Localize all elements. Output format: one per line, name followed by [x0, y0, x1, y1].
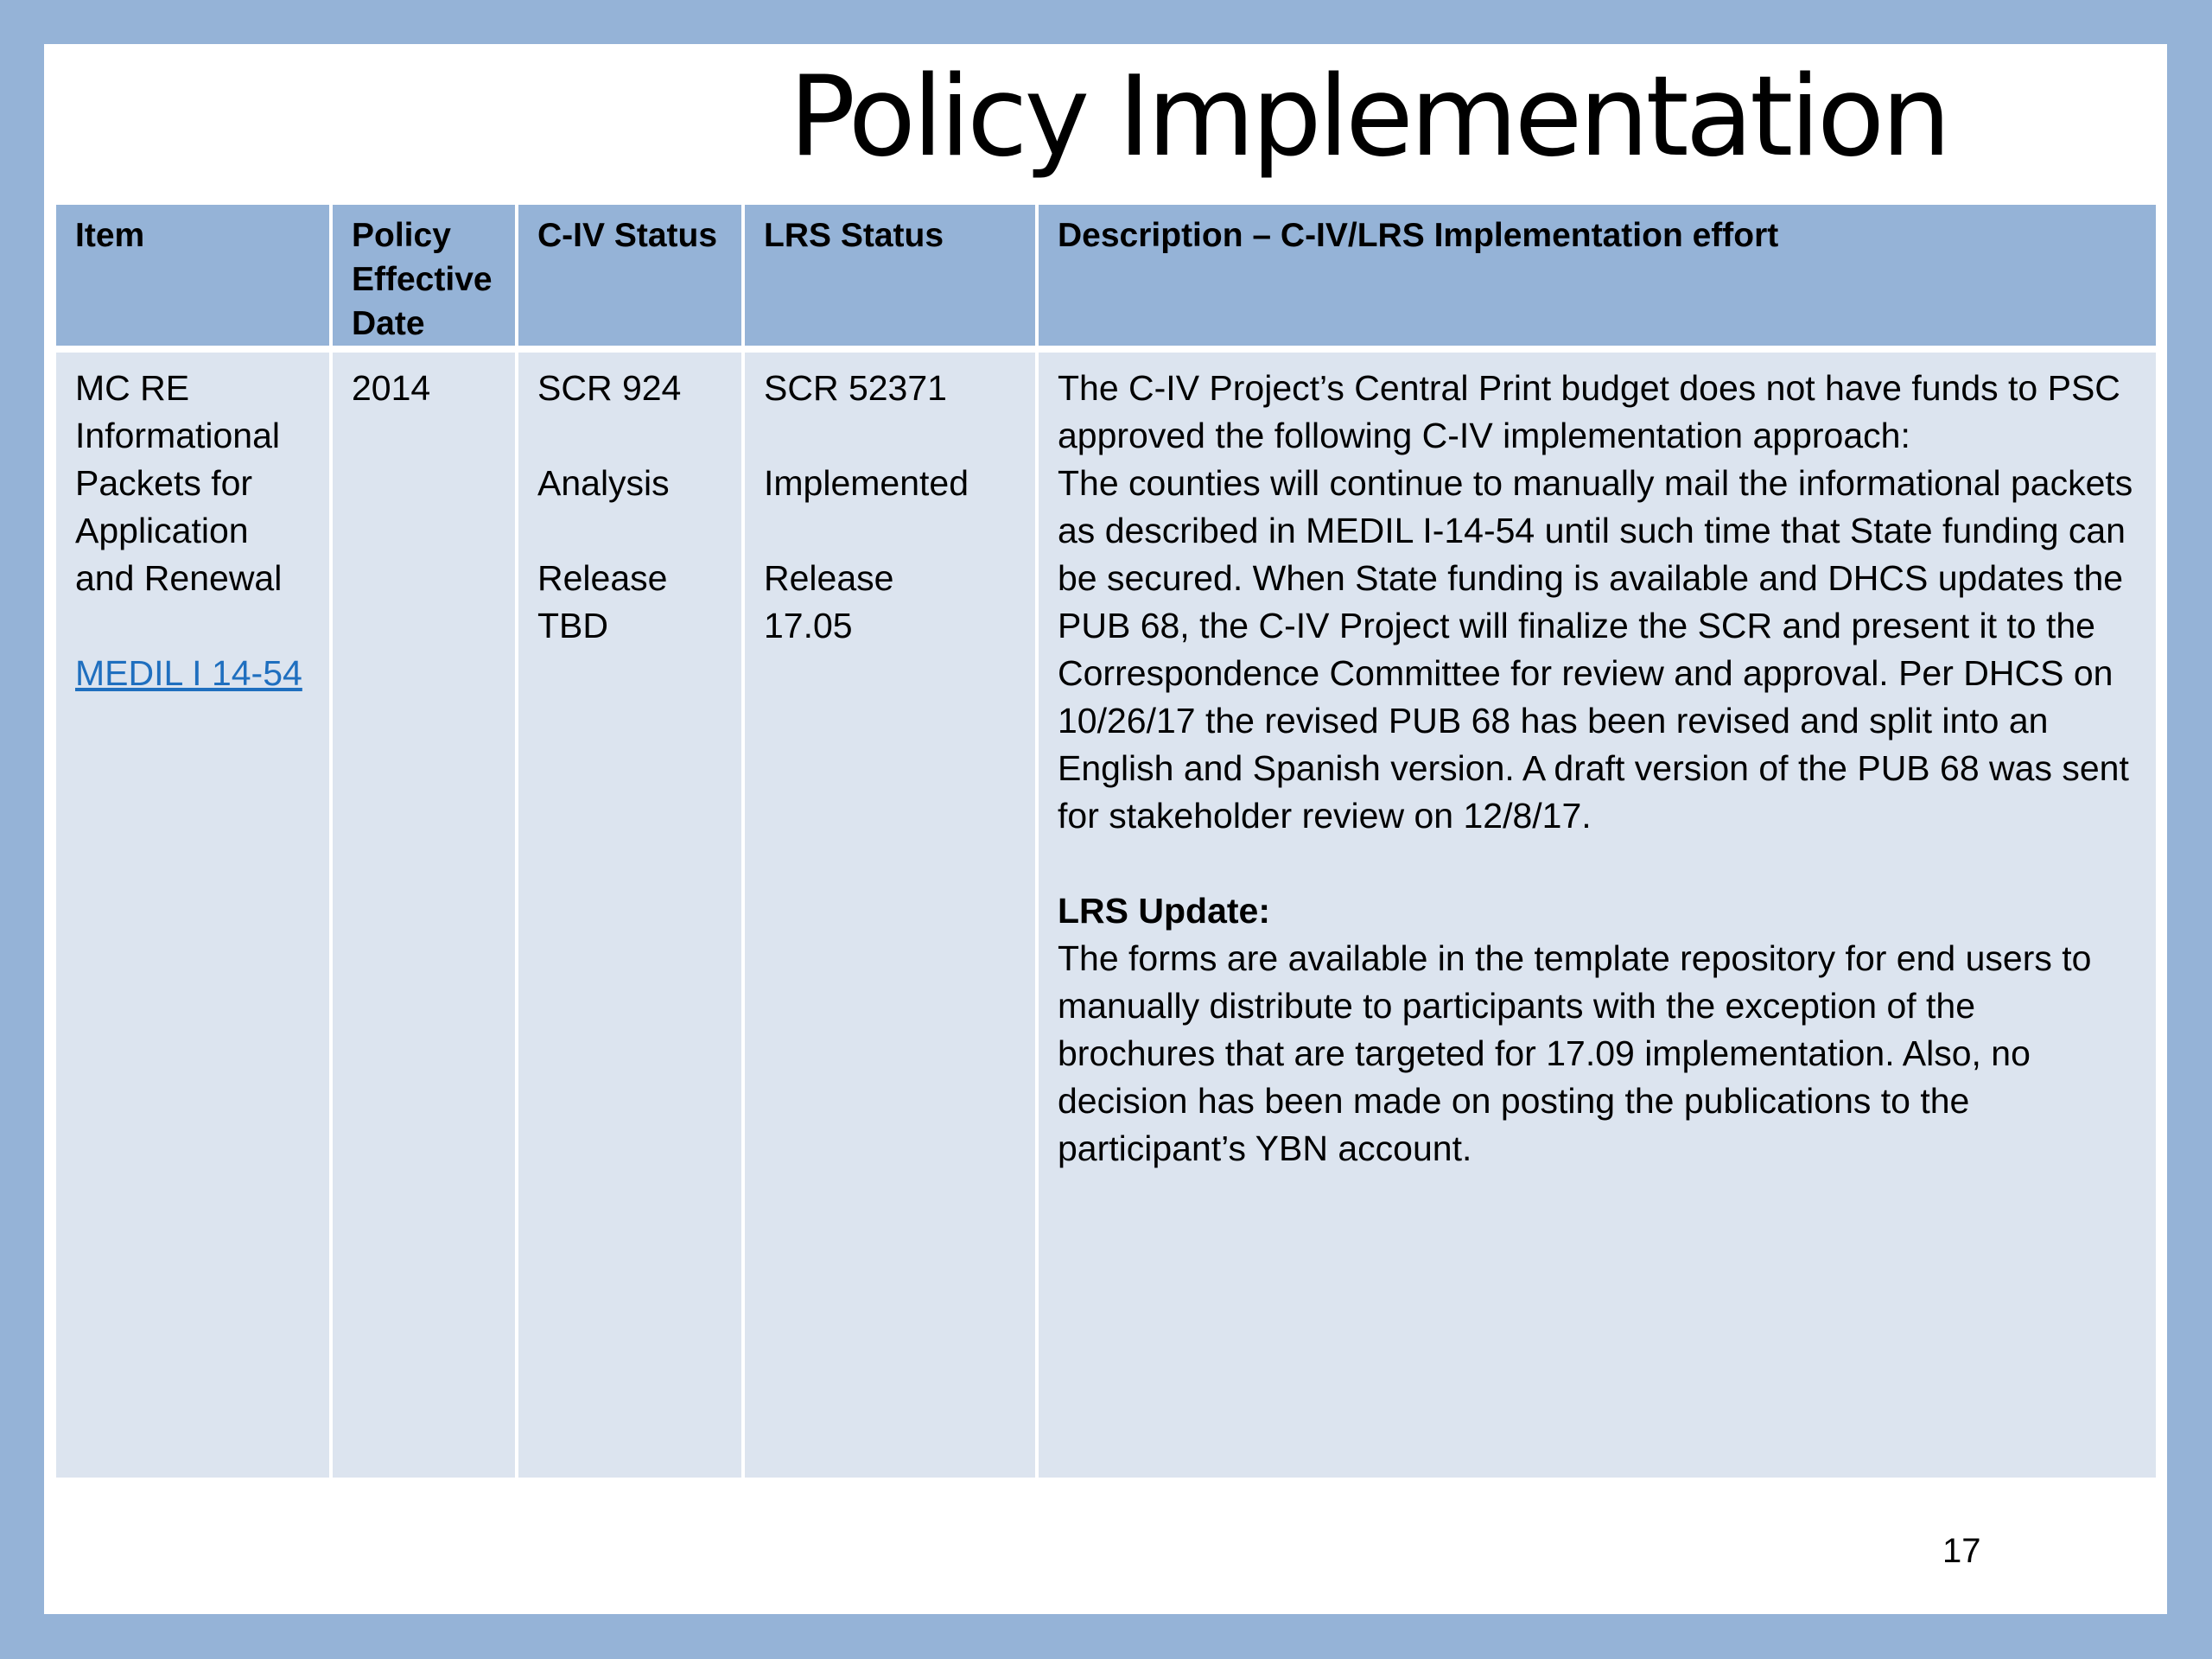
header-lrs-status: [743, 205, 1037, 349]
description-body: The counties will continue to manually mail the informational packets as described in MEDIL I-14-54 until such time that State funding can be secured. When State funding is available and DHCS updates the PUB 68, the C-IV Project will finalize the SCR and present it to the Correspondence Committee for review and approval. Per DHCS on 10/26/17 the revised PUB 68 has been revised and split into an English and Spanish version. A draft version of the PUB 68 was sent for stakeholder review on 12/8/17.: [1058, 463, 2133, 836]
lrs-update-heading: LRS Update:: [1058, 891, 1270, 931]
lrs-release-line-1: Release: [764, 558, 894, 598]
header-item-label: Item: [75, 217, 145, 254]
civ-status-value: Analysis: [537, 463, 670, 503]
table-row: [56, 349, 2156, 1478]
lrs-status-value: Implemented: [764, 463, 969, 503]
civ-scr: SCR 924: [537, 368, 682, 408]
lrs-update-body: The forms are available in the template repository for end users to manually distribute to participants with the exception of the brochures that are targeted for 17.09 implementation. Also, no decision has been made on posting the publications to the participant’s YBN account.: [1058, 938, 2092, 1168]
medil-link[interactable]: MEDIL I 14-54: [75, 653, 302, 693]
header-description-label: Description – C-IV/LRS Implementation effort: [1058, 217, 1779, 254]
header-date-line-2: Effective: [352, 261, 493, 298]
item-line-3: Packets for: [75, 463, 253, 503]
cell-item: [56, 349, 331, 1478]
item-line-4: Application: [75, 511, 249, 550]
cell-effective-date: [331, 349, 517, 1478]
header-civ-status: [517, 205, 743, 349]
description-intro: The C-IV Project’s Central Print budget does not have funds to PSC approved the following C-IV implementation approach:: [1058, 368, 2120, 455]
cell-civ-status: [517, 349, 743, 1478]
cell-description: [1037, 349, 2156, 1478]
lrs-scr: SCR 52371: [764, 368, 947, 408]
header-date-line-1: Policy: [352, 217, 451, 254]
page-number: 17: [1942, 1532, 1981, 1570]
header-lrs-status-label: LRS Status: [764, 217, 944, 254]
item-line-1: MC RE: [75, 368, 190, 408]
slide: [44, 44, 2167, 1614]
item-line-5: and Renewal: [75, 558, 283, 598]
header-civ-status-label: C-IV Status: [537, 217, 718, 254]
item-line-2: Informational: [75, 416, 281, 455]
effective-date-value: 2014: [352, 368, 431, 408]
header-item: [56, 205, 331, 349]
civ-release-line-1: Release: [537, 558, 668, 598]
civ-release-line-2: TBD: [537, 606, 608, 645]
slide-title: Policy Implementation: [789, 53, 1948, 181]
table-header-row: [56, 205, 2156, 349]
header-description: [1037, 205, 2156, 349]
lrs-release-line-2: 17.05: [764, 606, 853, 645]
header-date-line-3: Date: [352, 305, 425, 342]
header-effective-date: [331, 205, 517, 349]
cell-lrs-status: [743, 349, 1037, 1478]
policy-table: [56, 205, 2156, 1478]
